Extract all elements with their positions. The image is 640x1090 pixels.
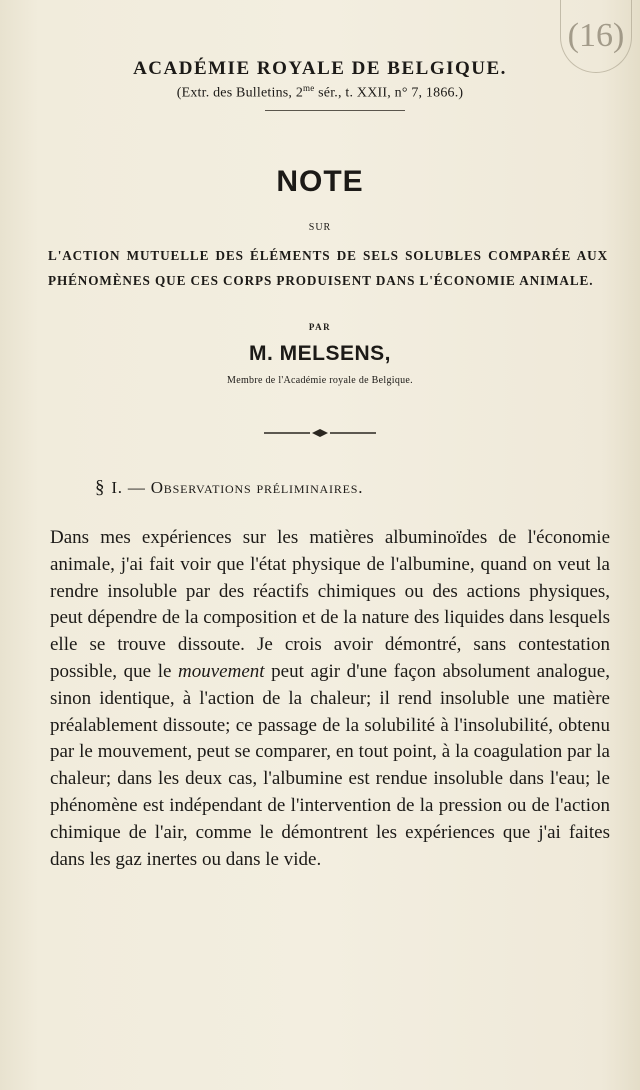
author-membership: Membre de l'Académie royale de Belgique.	[227, 375, 413, 386]
academy-heading: ACADÉMIE ROYALE DE BELGIQUE.	[133, 58, 507, 79]
paper-subject: L'ACTION MUTUELLE DES ÉLÉMENTS DE SELS SOLUBLES COMPARÉE AUX PHÉNOMÈNES QUE CES CORPS PRODUISENT DANS L'ÉCONOMIE ANIMALE.	[48, 248, 608, 288]
paragraph	[50, 525, 610, 873]
section-symbol: §	[95, 477, 106, 498]
sur-label: SUR	[308, 222, 332, 233]
paragraph-text-start: Dans mes expériences sur les matières albuminoïdes de l'économie animale, j'ai fait voir que l'état physique de l'albumine, quand on veut la rendre insoluble par des réactifs chimiques ou des actions physiques, peut dépendre de la composition et de la nature des liquides dans lesquels elle se trouve dissoute. Je crois avoir démontré, sans contestation possible, que le	[50, 527, 610, 682]
par-label: PAR	[308, 322, 332, 332]
ornament-divider	[262, 428, 378, 438]
extract-reference-start: (Extr. des Bulletins, 2	[176, 85, 304, 101]
extract-reference-sup: me	[303, 83, 315, 93]
author-name: M. MELSENS,	[248, 342, 391, 365]
header-divider	[265, 110, 405, 111]
body-paragraph	[50, 525, 610, 873]
italic-term: mouvement	[178, 660, 265, 682]
stamp-number: (16)	[567, 17, 625, 54]
note-title: NOTE	[276, 165, 364, 198]
extract-reference	[0, 83, 640, 102]
section-label: I. — Observations préliminaires.	[111, 478, 364, 497]
section-heading	[95, 477, 363, 499]
paragraph-text-end: peut agir d'une façon absolument analogue, sinon identique, à l'action de la chaleur; il rend insoluble une matière préalablement dissoute; ce passage de la solubilité à l'insolubilité, obtenu par le mouvement, peut se comparer, en tout point, à la coagulation par la chaleur; dans les deux cas, l'albumine est rendue insoluble dans l'eau; le phénomène est indépendant de l'intervention de la pression ou de l'action chimique de l'air, comme le démontrent les expériences que j'ai faites dans les gaz inertes ou dans le vide.	[50, 660, 610, 870]
extract-reference-end: sér., t. XXII, n° 7, 1866.)	[314, 85, 464, 101]
